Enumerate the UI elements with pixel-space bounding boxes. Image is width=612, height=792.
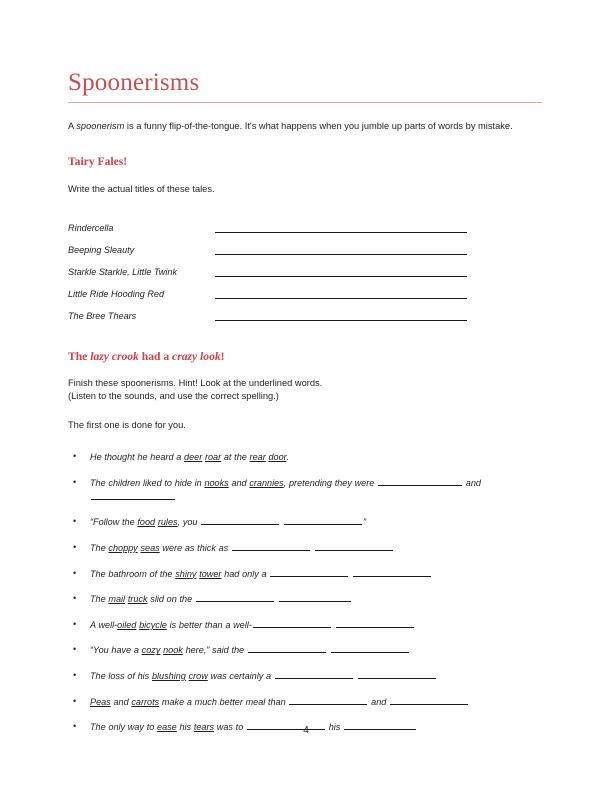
underlined-word: blushing xyxy=(151,670,186,681)
underlined-word: seas xyxy=(140,543,160,553)
intro-italic-word: spoonerism xyxy=(76,121,125,132)
spoonerisms-instruction xyxy=(68,377,542,404)
answer-blank[interactable] xyxy=(201,515,279,525)
answer-blank[interactable] xyxy=(331,643,409,653)
heading-part-5: ! xyxy=(220,349,225,363)
sentence-text xyxy=(280,517,283,527)
bullet-mail-truck xyxy=(68,592,542,606)
bullet-food-rules xyxy=(68,515,542,529)
tale-row xyxy=(68,214,542,236)
sentence-text: and xyxy=(228,477,250,488)
sentence-text: , pretending they were xyxy=(283,477,378,488)
tale-title: Starkle Starkle, Little Twink xyxy=(68,267,177,277)
tale-title: Little Ride Hooding Red xyxy=(68,289,165,299)
underlined-word: door xyxy=(268,452,287,463)
bullet-sentence xyxy=(90,567,542,581)
heading-part-3: had a xyxy=(138,349,173,363)
tale-row xyxy=(68,236,542,258)
sentence-text: his xyxy=(325,722,344,733)
sentence-text: slid on the xyxy=(147,594,195,605)
answer-blank[interactable] xyxy=(232,541,310,551)
bullet-marker-icon: • xyxy=(73,669,77,680)
tale-answer-line[interactable] xyxy=(215,275,467,277)
page-number: 4 xyxy=(303,725,309,736)
sentence-text xyxy=(349,569,352,579)
intro-text-after: is a funny flip-of-the-tongue. It's what happens when you jumble up parts of words by mistake. xyxy=(124,121,513,132)
bullet-deer-roar xyxy=(68,450,542,464)
answer-blank[interactable] xyxy=(279,592,351,602)
underlined-word: shiny xyxy=(175,568,197,579)
sentence-text: make a much better meal than xyxy=(159,696,289,707)
answer-blank[interactable] xyxy=(315,541,393,551)
sentence-text xyxy=(327,645,330,655)
instruction-line-2: (Listen to the sounds, and use the correct spelling.) xyxy=(68,391,279,402)
sentence-text: was certainly a xyxy=(207,670,274,681)
bullet-sentence xyxy=(90,476,542,504)
bullet-sentence xyxy=(90,450,542,464)
sentence-text: had only a xyxy=(221,568,270,579)
answer-blank[interactable] xyxy=(289,695,367,705)
sentence-text: at the xyxy=(221,452,250,463)
spoonerisms-bullet-list xyxy=(68,450,542,734)
underlined-word: choppy xyxy=(108,543,138,553)
tales-list xyxy=(68,214,542,324)
underlined-word: carrots xyxy=(131,696,160,707)
answer-blank[interactable] xyxy=(253,618,331,628)
underlined-word: Peas xyxy=(90,696,111,707)
underlined-word: mail xyxy=(108,594,126,605)
bullet-cozy-nook xyxy=(68,643,542,657)
answer-blank[interactable] xyxy=(196,592,274,602)
bullet-sentence xyxy=(90,541,542,555)
answer-blank[interactable] xyxy=(248,643,326,653)
tale-title: Beeping Sleauty xyxy=(68,245,135,255)
sentence-text: The only way to xyxy=(90,722,158,733)
sentence-text: , you xyxy=(177,517,201,528)
sentence-text: “You have a xyxy=(90,645,142,656)
underlined-word: nook xyxy=(163,645,183,656)
bullet-marker-icon: • xyxy=(73,567,77,578)
answer-blank[interactable] xyxy=(390,695,468,705)
bullet-marker-icon: • xyxy=(73,721,77,732)
answer-blank[interactable] xyxy=(284,515,362,525)
bullet-peas-carrots xyxy=(68,695,542,709)
bullet-sentence xyxy=(90,669,542,683)
sentence-text: . xyxy=(286,452,289,463)
sentence-text: his xyxy=(176,722,194,733)
heading-part-1: The xyxy=(68,349,91,363)
answer-blank[interactable] xyxy=(358,669,436,679)
underlined-word: truck xyxy=(127,594,148,605)
answer-blank[interactable] xyxy=(353,567,431,577)
sentence-text: ” xyxy=(362,517,366,528)
bullet-marker-icon: • xyxy=(73,618,77,629)
bullet-marker-icon: • xyxy=(73,516,77,527)
underlined-word: roar xyxy=(204,452,222,463)
tale-title: The Bree Thears xyxy=(68,311,137,321)
bullet-blushing-crow xyxy=(68,669,542,683)
sentence-text: He thought he heard a xyxy=(90,452,185,463)
answer-blank[interactable] xyxy=(336,618,414,628)
underlined-word: rear xyxy=(249,452,266,463)
bullet-marker-icon: • xyxy=(73,451,77,462)
answer-blank[interactable] xyxy=(270,567,348,577)
section-heading-lazy-crook xyxy=(68,350,542,364)
tale-answer-line[interactable] xyxy=(215,297,467,299)
intro-text-before: A xyxy=(68,121,77,132)
underlined-word: ease xyxy=(157,722,177,733)
underlined-word: tower xyxy=(199,568,222,579)
first-one-done-note: The first one is done for you. xyxy=(68,419,186,430)
bullet-sentence xyxy=(90,618,542,632)
sentence-text: The bathroom of the xyxy=(90,568,176,579)
sentence-text xyxy=(311,543,314,553)
underlined-word: tears xyxy=(193,722,215,733)
page-content xyxy=(68,70,542,746)
underlined-word: nooks xyxy=(204,477,229,488)
sentence-text: “Follow the xyxy=(90,517,138,528)
underlined-word: crow xyxy=(188,670,208,681)
underlined-word: cozy xyxy=(141,645,161,656)
bullet-sentence xyxy=(90,695,542,709)
underlined-word: oiled xyxy=(117,619,137,630)
sentence-text: The xyxy=(90,594,109,605)
page-title: Spoonerisms xyxy=(68,69,200,96)
bullet-marker-icon: • xyxy=(73,542,77,552)
underlined-word: food xyxy=(137,517,156,528)
tale-title: Rindercella xyxy=(68,223,114,233)
heading-part-2: lazy crook xyxy=(90,349,139,363)
tale-answer-line[interactable] xyxy=(215,319,467,321)
section-heading-tairy-fales: Tairy Fales! xyxy=(68,155,128,169)
tale-row xyxy=(68,302,542,324)
bullet-choppy-seas xyxy=(68,541,542,555)
answer-blank[interactable] xyxy=(275,669,353,679)
tale-row xyxy=(68,280,542,302)
sentence-text: The loss of his xyxy=(90,670,152,681)
sentence-text: A well- xyxy=(90,619,118,630)
sentence-text: is better than a well- xyxy=(166,619,252,630)
bullet-marker-icon: • xyxy=(73,695,77,706)
instruction-line-1: Finish these spoonerisms. Hint! Look at the underlined words. xyxy=(68,377,323,388)
sentence-text: was to xyxy=(214,722,246,733)
bullet-marker-icon: • xyxy=(73,476,77,487)
underlined-word: crannies xyxy=(249,477,284,488)
answer-blank[interactable] xyxy=(378,476,462,486)
bullet-marker-icon: • xyxy=(73,644,77,655)
intro-paragraph xyxy=(68,120,528,133)
sentence-text: The children liked to hide in xyxy=(90,477,205,488)
bullet-sentence xyxy=(90,643,542,657)
sentence-text: here,” said the xyxy=(182,645,247,656)
bullet-sentence xyxy=(90,515,542,529)
bullet-well-oiled xyxy=(68,618,542,632)
heading-part-4: crazy look xyxy=(172,349,221,363)
sentence-text: The xyxy=(90,543,109,553)
answer-blank[interactable] xyxy=(91,490,175,500)
underlined-word: rules xyxy=(157,517,178,528)
title-divider xyxy=(68,102,542,103)
bullet-nooks-crannies xyxy=(68,476,542,504)
underlined-word: bicycle xyxy=(139,619,167,630)
tales-instruction: Write the actual titles of these tales. xyxy=(68,184,215,195)
sentence-text: were as thick as xyxy=(159,543,231,553)
bullet-sentence xyxy=(90,592,542,606)
sentence-text: and xyxy=(368,696,390,707)
underlined-word: deer xyxy=(184,452,203,463)
sentence-text: and xyxy=(110,696,132,707)
sentence-text: and xyxy=(463,477,481,488)
sentence-text xyxy=(354,671,357,681)
sentence-text xyxy=(332,620,335,630)
sentence-text xyxy=(275,594,278,604)
tale-answer-line[interactable] xyxy=(215,231,467,233)
tale-row xyxy=(68,258,542,280)
tale-answer-line[interactable] xyxy=(215,253,467,255)
bullet-marker-icon: • xyxy=(73,593,77,604)
bullet-shiny-tower xyxy=(68,567,542,581)
